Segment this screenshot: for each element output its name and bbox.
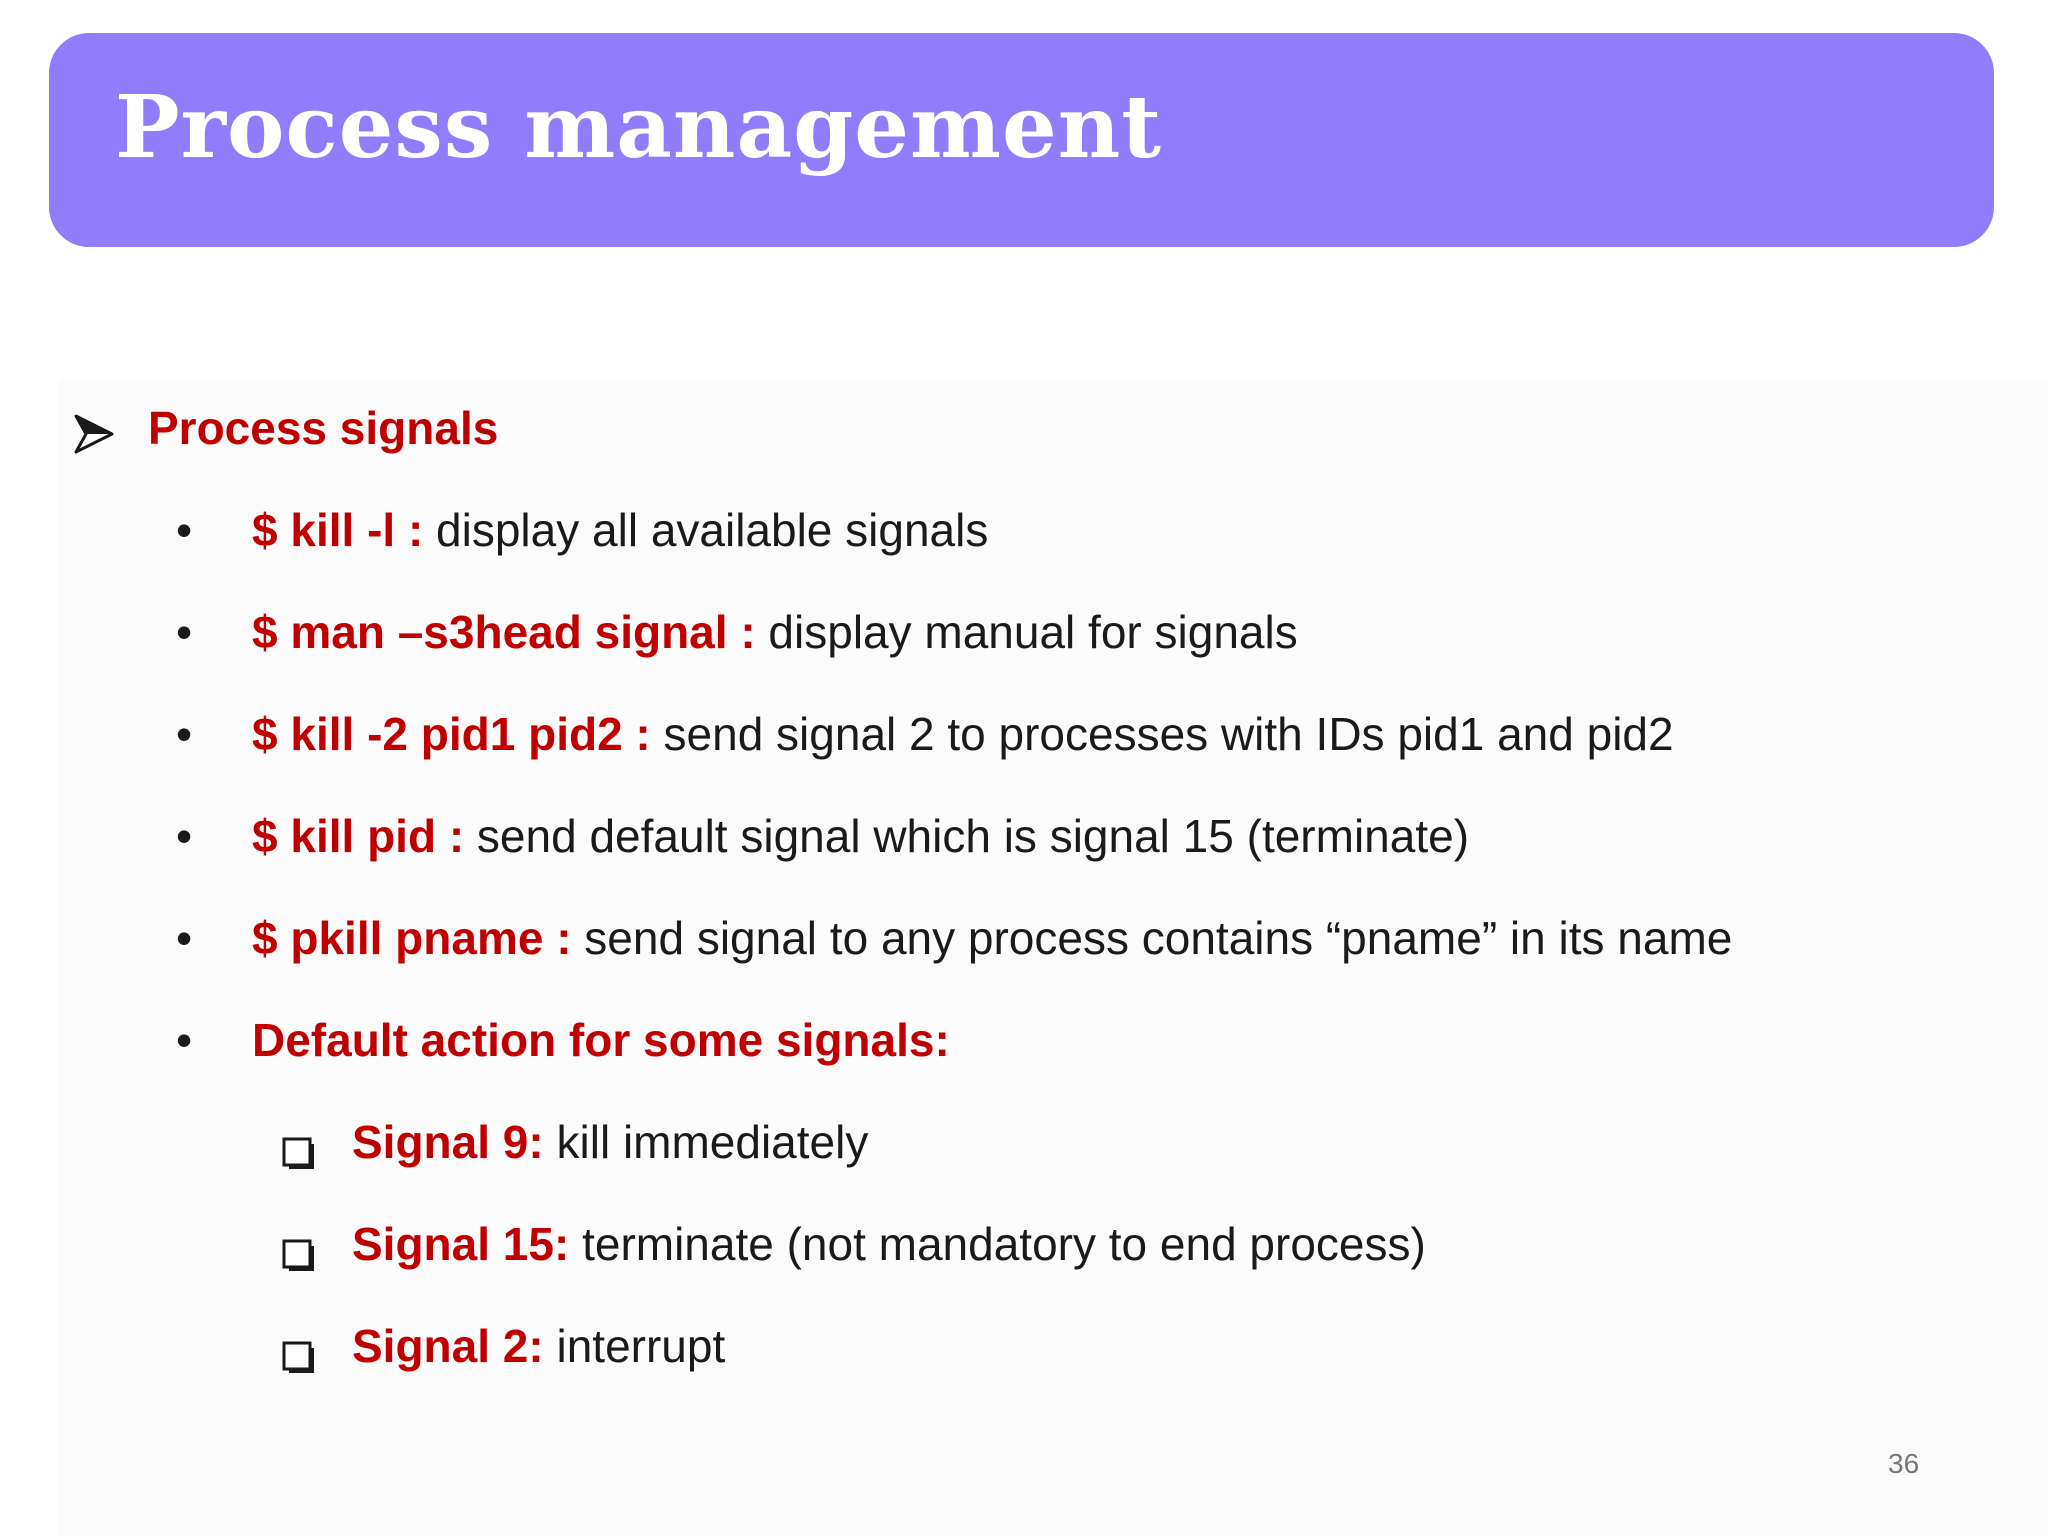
bullet-dot: • [176, 504, 193, 556]
signal-description: terminate (not mandatory to end process) [569, 1218, 1426, 1270]
sub-list-item [282, 1316, 725, 1376]
list-item [176, 1010, 950, 1070]
section-heading-text: Process signals [148, 402, 499, 454]
command-description: display all available signals [423, 504, 989, 556]
command-text: $ kill -2 pid1 pid2 : [252, 708, 651, 760]
checkbox-icon [282, 1125, 316, 1159]
command-text: $ man –s3head signal : [252, 606, 756, 658]
bullet-dot: • [176, 810, 193, 862]
command-text: Default action for some signals: [252, 1014, 950, 1066]
section-heading [74, 398, 498, 458]
list-item [176, 602, 1298, 662]
bullet-dot: • [176, 912, 193, 964]
command-description: send signal 2 to processes with IDs pid1 and pid2 [650, 708, 1674, 760]
list-item [176, 704, 1674, 764]
list-item [176, 806, 1469, 866]
signal-label: Signal 2: [352, 1320, 544, 1372]
checkbox-icon [282, 1227, 316, 1261]
slide-title: Process management [115, 77, 1162, 178]
bullet-dot: • [176, 606, 193, 658]
page-number: 36 [1888, 1448, 1920, 1479]
signal-description: interrupt [543, 1320, 726, 1372]
signal-label: Signal 15: [352, 1218, 570, 1270]
command-text: $ kill pid : [252, 810, 465, 862]
sub-list-item [282, 1214, 1426, 1274]
bullet-dot: • [176, 1014, 193, 1066]
signal-label: Signal 9: [352, 1116, 544, 1168]
list-item [176, 500, 988, 560]
command-text: $ pkill pname : [252, 912, 572, 964]
list-item [176, 908, 1732, 968]
checkbox-icon [282, 1329, 316, 1363]
signal-description: kill immediately [543, 1116, 869, 1168]
command-description: send signal to any process contains “pname” in its name [571, 912, 1733, 964]
command-description: display manual for signals [755, 606, 1298, 658]
command-description: send default signal which is signal 15 (terminate) [464, 810, 1470, 862]
command-text: $ kill -l : [252, 504, 424, 556]
arrowhead-bullet-icon [74, 408, 114, 448]
sub-list-item [282, 1112, 868, 1172]
bullet-dot: • [176, 708, 193, 760]
